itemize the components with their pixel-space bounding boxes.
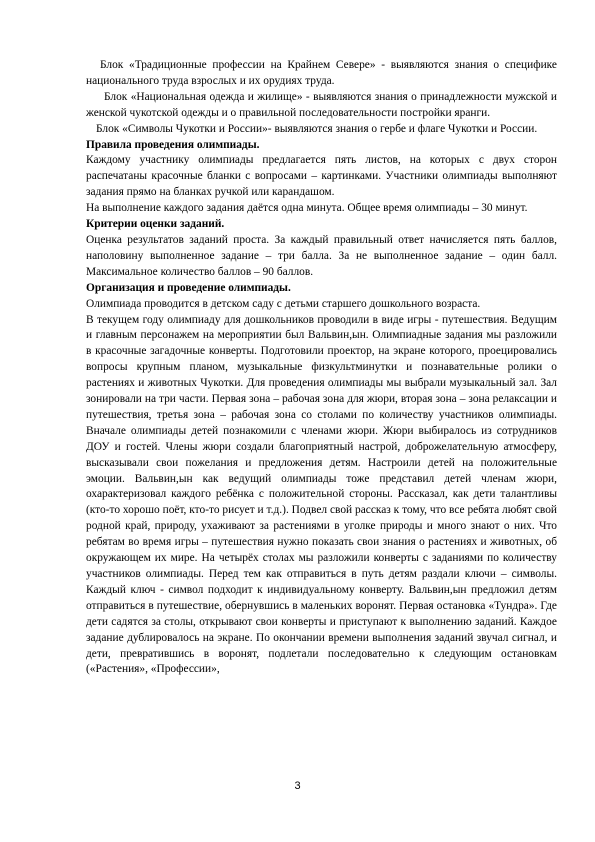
- page-content: [86, 58, 557, 678]
- organization-paragraph-1: Олимпиада проводится в детском саду с детьми старшего дошкольного возраста.: [86, 297, 481, 310]
- rules-heading: Правила проведения олимпиады.: [86, 138, 260, 151]
- rules-paragraph-1: Каждому участнику олимпиады предлагается пять листов, на которых с двух сторон распечатаны красочные бланки с вопросами – картинками. Участники олимпиады выполняют задания прямо на бланках ручкой или карандашом.: [86, 154, 557, 199]
- rules-paragraph-2: На выполнение каждого задания даётся одна минута. Общее время олимпиады – 30 минут.: [86, 202, 528, 215]
- block-professions-paragraph: Блок «Традиционные профессии на Крайнем Севере» - выявляются знания о специфике национального труда взрослых и их орудиях труда.: [86, 59, 557, 87]
- criteria-heading: Критерии оценки заданий.: [86, 218, 225, 231]
- organization-paragraph-2: В текущем году олимпиаду для дошкольников проводили в виде игры - путешествия. Ведущим и главным персонажем на мероприятии был Вальвин,ын. Олимпиадные задания мы разложили в красочные загадочные конверты. Подготовили проектор, на экране которого, проецировались вопросы крупным планом, музыкальные физкультминутки и познавательные ролики о растениях и животных Чукотки. Для проведения олимпиады мы выбрали музыкальный зал. Зал зонировали на три части. Первая зона – рабочая зона для жюри, вторая зона – зона релаксации и путешествия, третья зона – рабочая зона со столами по количеству участников олимпиады. Вначале олимпиады детей познакомили с членами жюри. Жюри выбиралось из сотрудников ДОУ и гостей. Члены жюри создали благоприятный настрой, доброжелательную атмосферу, высказывали свои пожелания и предложения детям. Настроили детей на положительные эмоции. Вальвин,ын как ведущий олимпиады тоже представил детей членам жюри, охарактеризовал каждого ребёнка с положительной стороны. Рассказал, как дети талантливы (кто-то хорошо поёт, кто-то рисует и т.д.). Подвел свой рассказ к тому, что все ребята любят свой родной край, природу, ухаживают за растениями в уголке природы и много знают о них. Что ребятам во время игры – путешествия нужно показать свои знания о растениях и животных, об окружающем их мире. На четырёх столах мы разложили конверты с заданиями по количеству участников олимпиады. Перед тем как отправиться в путь детям раздали ключи – символы. Каждый ключ - символ подходит к индивидуальному конверту. Вальвин,ын предложил детям отправиться в путешествие, обернувшись в маленьких воронят. Первая остановка «Тундра». Где дети садятся за столы, открывают свои конверты и приступают к выполнению заданий. Каждое задание дублировалось на экране. По окончании времени выполнения заданий звучал сигнал, и дети, превратившись в воронят, подлетали последовательно к следующим остановкам («Растения», «Профессии»,: [86, 313, 557, 676]
- organization-heading: Организация и проведение олимпиады.: [86, 281, 291, 294]
- page-number: 3: [294, 780, 301, 792]
- block-symbols-paragraph: Блок «Символы Чукотки и России»- выявляются знания о гербе и флаге Чукотки и России.: [96, 122, 538, 135]
- block-clothing-paragraph: Блок «Национальная одежда и жилище» - выявляются знания о принадлежности мужской и женской чукотской одежды и о правильной последовательности постройки яранги.: [86, 90, 557, 119]
- criteria-paragraph: Оценка результатов заданий проста. За каждый правильный ответ начисляется пять баллов, наполовину выполненное задание – три балла. За не выполненное задание – один балл. Максимальное количество баллов – 90 баллов.: [86, 233, 557, 278]
